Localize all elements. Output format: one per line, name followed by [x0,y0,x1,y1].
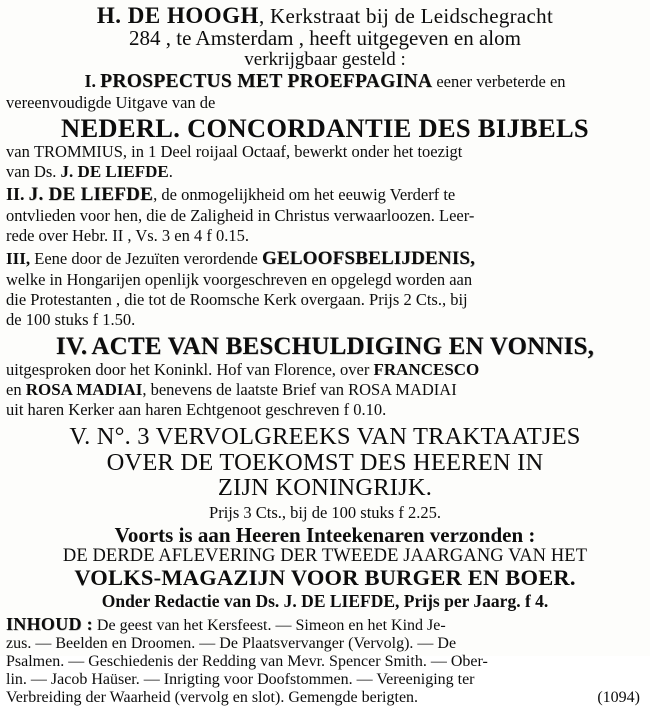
publisher-header-line-3: verkrijgbaar gesteld : [244,48,406,70]
item-1-title-rest: eener verbeterde en [432,72,566,92]
item-1-work-title: NEDERL. CONCORDANTIE DES BIJBELS [61,112,589,143]
item-4-body-line-1: uitgesproken door het Koninkl. Hof van Florence, over FRANCESCO [6,360,480,380]
item-1-body-line-1: van TROMMIUS, in 1 Deel roijaal Octaaf, bewerkt onder het toezigt [6,142,463,162]
item-1-title-line [6,72,644,92]
item-3-title-line [6,248,644,270]
contents-text-5: Verbreiding der Waarheid (vervolg en slot). Gemengde berigten. [6,688,419,706]
item-1-subtitle: vereenvoudigde Uitgave van de [6,92,216,112]
item-5-title-line-2: OVER DE TOEKOMST DES HEEREN IN [106,448,544,476]
subscriber-notice-line-1: Voorts is aan Heeren Inteekenaren verzonden : [114,522,536,547]
item-4-body-line-3: uit haren Kerker aan haren Echtgenoot geschreven f 0.10. [6,400,387,420]
item-1-title-bold: PROSPECTUS MET PROEFPAGINA [100,71,433,93]
editor-line [6,592,644,610]
item-2-number: II. [6,184,25,205]
item-5-price: Prijs 3 Cts., bij de 100 stuks f 2.25. [209,502,441,522]
contents-line-1 [6,614,644,635]
item-4-number: IV. [55,333,88,361]
item-4-body-line-2: en ROSA MADIAI, benevens de laatste Brief van ROSA MADIAI [6,380,457,400]
item-1-body-line-2: van Ds. J. DE LIEFDE. [6,162,173,182]
item-3-body-line-3: de 100 stuks f 1.50. [6,310,136,330]
item-3-bold-word: GELOOFSBELIJDENIS, [261,248,476,270]
contents-label: INHOUD : [6,613,93,634]
item-5-title-line-3: ZIJN KONINGRIJK. [217,474,433,502]
item-5-title-line-1: V. N°. 3 VERVOLGREEKS VAN TRAKTAATJES [69,423,581,451]
contents-line-2: zus. — Beelden en Droomen. — De Plaatsvervanger (Vervolg). — De [6,634,457,652]
publisher-name: H. DE HOOGH [96,3,259,28]
item-2-author: J. DE LIEFDE [28,184,154,206]
contents-line-5 [6,689,644,707]
item-2-body-line-2: rede over Hebr. II , Vs. 3 en 4 f 0.15. [6,226,250,246]
item-2-title-line [6,184,644,206]
item-4-work-title: ACTE VAN BESCHULDIGING EN VONNIS, [91,333,595,361]
contents-line-3: Psalmen. — Geschiedenis der Redding van Mevr. Spencer Smith. — Ober- [6,652,488,670]
subscriber-notice-line-2: DE DERDE AFLEVERING DER TWEEDE JAARGANG VAN HET [62,545,588,566]
item-1-number: I. [84,71,96,92]
item-2-body-line-1: ontvlieden voor hen, die de Zaligheid in Christus verwaarloozen. Leer- [6,206,475,226]
item-3-body-line-1: welke in Hongarijen openlijk voorgeschreven en opgelegd worden aan [6,270,473,290]
publisher-address-part: , Kerkstraat bij de Leidschegracht [258,4,554,28]
page-code: (1094) [597,688,640,706]
item-3-lead: Eene door de Jezuïten verordende [34,249,262,269]
item-3-body-line-2: die Protestanten , die tot de Roomsche Kerk overgaan. Prijs 2 Cts., bij [6,290,468,310]
publisher-header-line-2: 284 , te Amsterdam , heeft uitgegeven en alom [129,25,521,50]
item-2-title-rest: , de onmogelijkheid om het eeuwig Verderf te [153,185,456,205]
item-3-number: III, [6,249,31,269]
editor-line-text: Onder Redactie van Ds. J. DE LIEFDE, Prijs per Jaarg. [101,591,525,612]
editor-line-price: f 4. [524,591,549,612]
publisher-header-line-1 [6,4,644,28]
magazine-title: VOLKS-MAGAZIJN VOOR BURGER EN BOER. [74,564,576,590]
contents-text-1: De geest van het Kersfeest. — Simeon en het Kind Je- [92,616,446,634]
item-4-title-line [6,334,644,360]
contents-line-4: lin. — Jacob Haüser. — Inrigting voor Doofstommen. — Vereeniging ter [6,670,475,688]
